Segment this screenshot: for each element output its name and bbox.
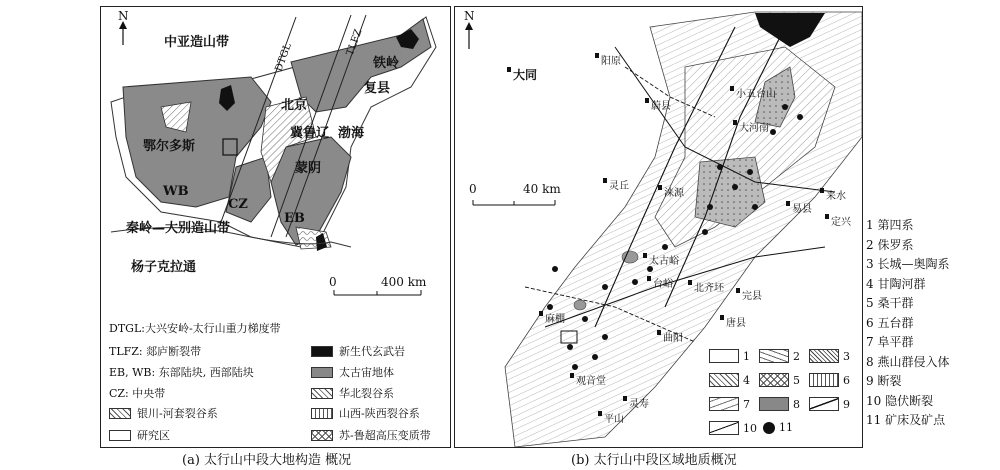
town-laiyuan: 涞源	[658, 184, 684, 199]
granite-small-2	[574, 300, 586, 310]
box-legend-5: 5	[759, 373, 800, 387]
town-xiaowutai: 小五台山	[730, 85, 776, 100]
legend-right-item: 8 燕山群侵入体	[866, 354, 950, 369]
legend-right-item: 3 长城—奥陶系	[866, 257, 950, 271]
town-wanxian: 完县	[736, 287, 762, 302]
qinling-label: 秦岭—大别造山带	[126, 221, 231, 236]
legend-right-item: 6 五台群	[866, 315, 914, 330]
legend-cz: CZ: 中央带	[109, 387, 166, 400]
town-guanyintang: 观音堂	[570, 372, 606, 387]
tieling-label: 铁岭	[373, 56, 400, 71]
town-beiqisuo: 北齐坯	[688, 279, 724, 294]
legend-sulu: 苏-鲁超高压变质带	[311, 427, 431, 443]
panel-b-box-legend	[709, 349, 859, 444]
legend-archean: 太古宙地体	[311, 364, 394, 380]
eb-label: EB	[284, 211, 305, 226]
fuxian-label: 复县	[364, 81, 391, 96]
ore-symbol-icon	[763, 422, 775, 434]
legend-right	[866, 216, 949, 431]
wb-label: WB	[163, 184, 189, 199]
town-pingshan: 平山	[598, 410, 624, 425]
caption-a: (a) 太行山中段大地构造 概况	[182, 453, 352, 468]
legend-right-item: 1 第四系	[866, 218, 914, 232]
town-yangyuan: 阳原	[595, 52, 621, 67]
archean-swatch	[311, 367, 333, 378]
legend-cenozoic: 新生代玄武岩	[311, 343, 405, 359]
town-datong: 大同	[507, 66, 537, 83]
town-lingshou: 灵寿	[623, 395, 649, 410]
town-taiguyu: 太古峪	[643, 252, 679, 267]
shanxi-swatch	[311, 408, 333, 419]
panel-b-regional-map	[454, 6, 863, 448]
mengyin-label: 蒙阴	[295, 161, 322, 176]
box-legend-2: 2	[759, 349, 800, 363]
scale-km-a: 400 km	[381, 275, 427, 289]
beijing-label: 北京	[281, 98, 308, 113]
legend-yinchuan: 银川-河套裂谷系	[109, 405, 218, 421]
legend-dtgl: DTGL:大兴安岭-太行山重力梯度带	[109, 322, 281, 335]
town-dahenan: 大河南	[733, 119, 769, 134]
town-tangxian: 唐县	[720, 314, 746, 329]
legend-tlfz: TLFZ: 郯庐断裂带	[109, 345, 202, 358]
town-laishui: 来水	[820, 187, 846, 202]
granite-small-1	[622, 251, 638, 263]
panel-a-tectonic-map	[100, 6, 451, 448]
box-legend-1: 1	[709, 349, 750, 363]
legend-right-item: 7 阜平群	[866, 335, 914, 349]
legend-right-item: 9 断裂	[866, 374, 902, 388]
cz-label: CZ	[228, 197, 248, 212]
legend-right-item: 11 矿床及矿点	[866, 413, 946, 427]
legend-north-rift: 华北裂谷系	[311, 385, 394, 401]
north-label-a: N	[118, 9, 129, 23]
cao-belt-label: 中亚造山带	[164, 35, 230, 50]
legend-ebwb: EB, WB: 东部陆块, 西部陆块	[109, 366, 254, 379]
north-rift-swatch	[311, 388, 333, 399]
legend-right-item: 2 侏罗系	[866, 237, 914, 252]
legend-right-item: 5 桑干群	[866, 296, 914, 310]
town-yuxian: 蔚县	[645, 97, 671, 112]
tlfz-label: TLFZ	[344, 27, 365, 58]
yangtze-label: 杨子克拉通	[131, 260, 197, 275]
box-legend-6: 6	[809, 373, 850, 387]
yinchuan-swatch	[109, 408, 131, 419]
sulu-swatch	[311, 430, 333, 441]
legend-study: 研究区	[109, 427, 170, 443]
town-taihuai: 台峪	[647, 275, 673, 290]
town-dingxing: 定兴	[825, 213, 851, 228]
scale-km-b: 40 km	[523, 182, 561, 196]
scale-zero-b: 0	[469, 182, 477, 196]
north-label-b: N	[464, 9, 475, 23]
legend-right-item: 10 隐伏断裂	[866, 393, 934, 408]
box-legend-11: 11	[763, 421, 793, 434]
cenozoic-swatch	[311, 346, 333, 357]
box-legend-10: 10	[709, 421, 757, 435]
town-quyang: 曲阳	[657, 329, 683, 344]
caption-b: (b) 太行山中段区域地质概况	[571, 453, 737, 468]
town-lingqiu: 灵丘	[603, 177, 629, 192]
box-legend-8: 8	[759, 397, 800, 411]
dtgl-label: DTGL	[273, 41, 294, 74]
ordos-label: 鄂尔多斯	[143, 139, 196, 154]
legend-shanxi: 山西-陕西裂谷系	[311, 405, 420, 421]
town-mapeng: 麻棚	[539, 310, 565, 325]
jiluliao-label: 冀鲁辽	[290, 126, 330, 141]
bohai-label: 渤海	[338, 126, 365, 141]
box-legend-9: 9	[809, 397, 850, 411]
box-legend-3: 3	[809, 349, 850, 363]
study-swatch	[109, 430, 131, 441]
legend-right-item: 4 甘陶河群	[866, 276, 926, 291]
scale-zero-a: 0	[329, 275, 337, 289]
box-legend-7: 7	[709, 397, 750, 411]
box-legend-4: 4	[709, 373, 750, 387]
town-yixian: 易县	[786, 200, 812, 215]
